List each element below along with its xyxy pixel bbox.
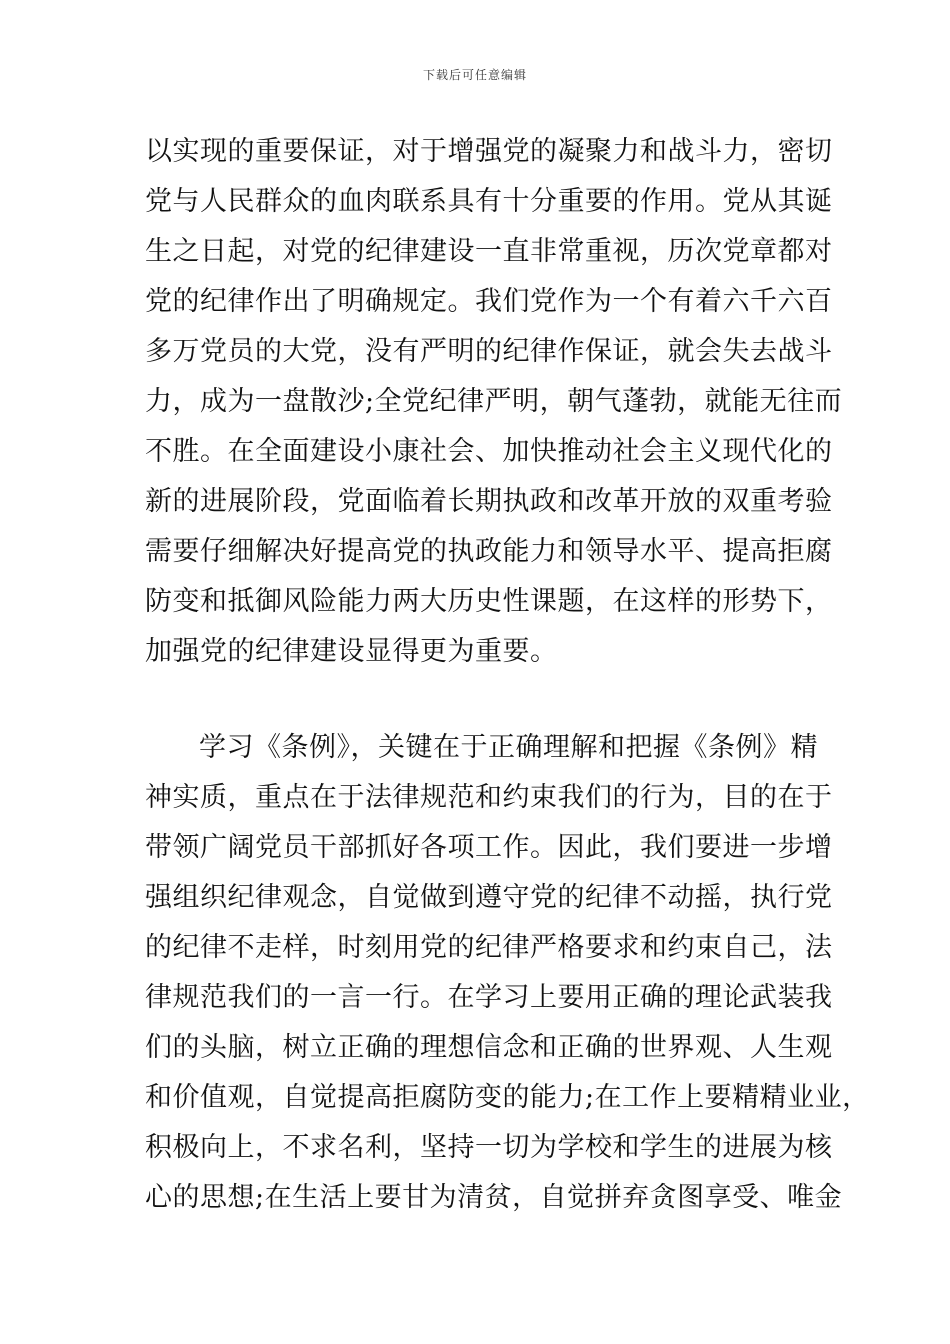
text-line: 需要仔细解决好提高党的执政能力和领导水平、提高拒腐 [145,536,833,567]
text-line: 新的进展阶段，党面临着长期执政和改革开放的双重考验 [145,486,833,517]
text-line: 心的思想;在生活上要甘为清贫，自觉拼弃贪图享受、唯金 [145,1182,843,1213]
text-line: 党与人民群众的血肉联系具有十分重要的作用。党从其诞 [145,186,833,217]
text-line: 带领广阔党员干部抓好各项工作。因此，我们要进一步增 [145,832,833,863]
text-line: 神实质，重点在于法律规范和约束我们的行为，目的在于 [145,782,833,813]
text-line: 生之日起，对党的纪律建设一直非常重视，历次党章都对 [145,236,833,267]
text-line: 加强党的纪律建设显得更为重要。 [145,636,558,667]
paragraph-1 [145,127,843,677]
header-note: 下载后可任意编辑 [422,68,527,82]
text-line: 和价值观，自觉提高拒腐防变的能力;在工作上要精精业业， [145,1082,870,1113]
text-line: 律规范我们的一言一行。在学习上要用正确的理论武装我 [145,982,833,1013]
text-line: 力，成为一盘散沙;全党纪律严明，朝气蓬勃，就能无往而 [145,386,843,417]
text-line: 的纪律不走样，时刻用党的纪律严格要求和约束自己，法 [145,932,833,963]
text-line: 学习《条例》，关键在于正确理解和把握《条例》精 [199,732,818,763]
text-line: 防变和抵御风险能力两大历史性课题，在这样的形势下， [145,586,833,617]
text-line: 党的纪律作出了明确规定。我们党作为一个有着六千六百 [145,286,833,317]
paragraph-2 [145,723,870,1223]
text-line: 不胜。在全面建设小康社会、加快推动社会主义现代化的 [145,436,833,467]
text-line: 积极向上，不求名利，坚持一切为学校和学生的进展为核 [145,1132,833,1163]
text-line: 们的头脑，树立正确的理想信念和正确的世界观、人生观 [145,1032,833,1063]
text-line: 多万党员的大党，没有严明的纪律作保证，就会失去战斗 [145,336,833,367]
text-line: 以实现的重要保证，对于增强党的凝聚力和战斗力，密切 [145,136,833,167]
text-line: 强组织纪律观念，自觉做到遵守党的纪律不动摇，执行党 [145,882,833,913]
